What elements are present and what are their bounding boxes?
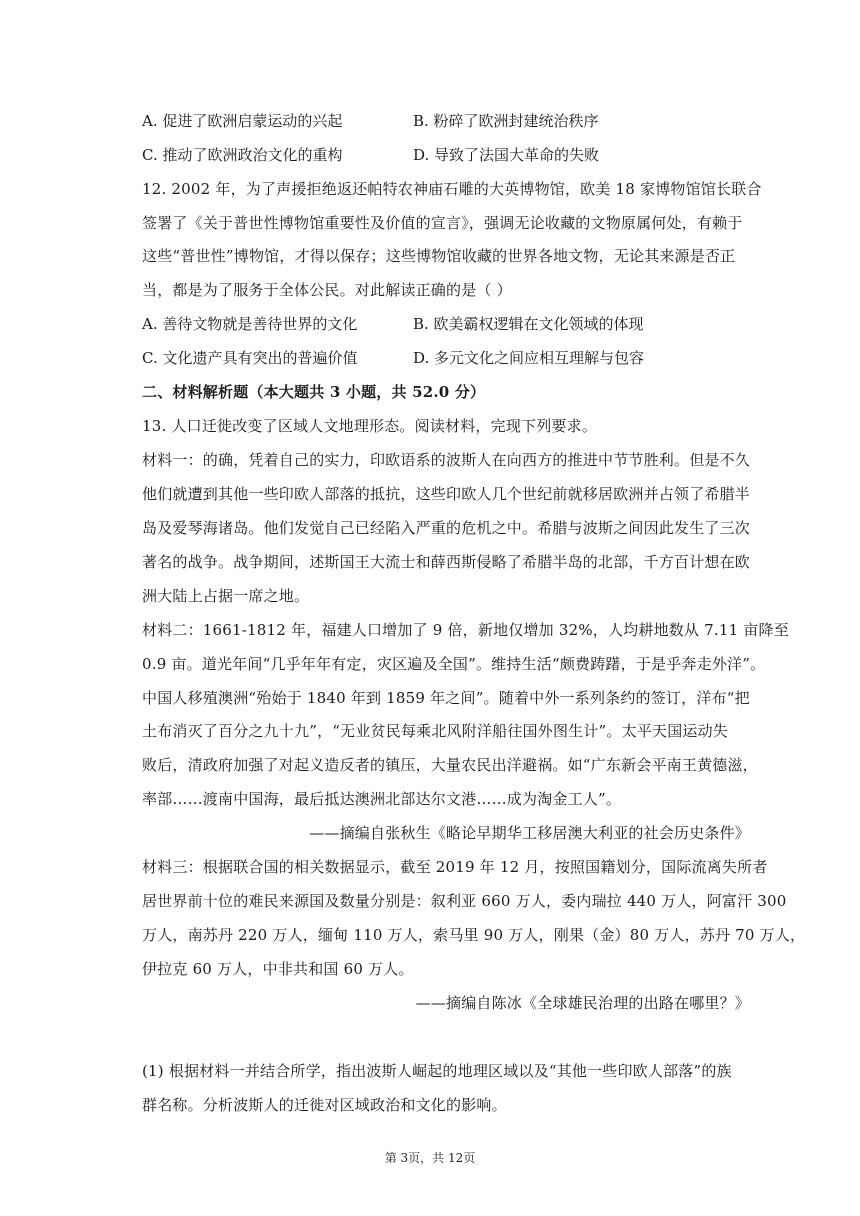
page-footer: 第 3页，共 12页 xyxy=(384,1151,476,1165)
material3-line: 材料三：根据联合国的相关数据显示，截至 2019 年 12 月，按照国籍划分，国际流离失所者 xyxy=(142,858,768,876)
q13-intro: 13. 人口迁徙改变了区域人文地理形态。阅读材料，完现下列要求。 xyxy=(142,417,598,435)
material2-line: 材料二：1661-1812 年，福建人口增加了 9 倍，新地仅增加 32%，人均耕地数从 7.11 亩降至 xyxy=(142,621,789,639)
material1-line: 洲大陆上占据一席之地。 xyxy=(142,587,310,605)
material3-line: 居世界前十位的难民来源国及数量分别是：叙利亚 660 万人，委内瑞拉 440 万人，阿富汗 300 xyxy=(142,892,787,910)
q12-option-c: C. 文化遗产具有突出的普遍价值 xyxy=(142,349,358,367)
sub-question-1: 群名称。分析波斯人的迁徙对区域政治和文化的影响。 xyxy=(142,1096,507,1114)
section-heading: 二、材料解析题（本大题共 3 小题，共 52.0 分） xyxy=(142,383,486,401)
q12-option-b: B. 欧美霸权逻辑在文化领域的体现 xyxy=(413,315,644,333)
q12-line: 12. 2002 年，为了声援拒绝返还帕特农神庙石雕的大英博物馆，欧美 18 家博物馆馆长联合 xyxy=(142,180,762,198)
q11-option-c: C. 推动了欧洲政治文化的重构 xyxy=(142,146,343,164)
material2-line: 率部……渡南中国海，最后抵达澳洲北部达尔文港……成为淘金工人”。 xyxy=(142,790,622,808)
material2-line: 土布消灭了百分之九十九”，“无业贫民每乘北风附洋船往国外图生计”。太平天国运动失 xyxy=(142,722,729,740)
material1-line: 材料一：的确，凭着自己的实力，印欧语系的波斯人在向西方的推进中节节胜利。但是不久 xyxy=(142,451,751,469)
material3-line: 万人，南苏丹 220 万人，缅甸 110 万人，索马里 90 万人，刚果（金）80 万人，苏丹 70 万人， xyxy=(142,926,806,944)
material1-line: 岛及爱琴海诸岛。他们发觉自己已经陷入严重的危机之中。希腊与波斯之间因此发生了三次 xyxy=(142,519,751,537)
q11-option-b: B. 粉碎了欧洲封建统治秩序 xyxy=(413,112,599,130)
q12-line: 签署了《关于普世性博物馆重要性及价值的宣言》，强调无论收藏的文物原属何处，有赖于 xyxy=(142,214,743,232)
material2-source: ——摘编自张秋生《略论早期华工移居澳大利亚的社会历史条件》 xyxy=(309,824,750,842)
sub-question-1: (1) 根据材料一并结合所学，指出波斯人崛起的地理区域以及“其他一些印欧人部落”的族 xyxy=(142,1062,732,1080)
q12-option-a: A. 善待文物就是善待世界的文化 xyxy=(142,315,358,333)
material2-line: 中国人移殖澳洲“殆始于 1840 年到 1859 年之间”。随着中外一系列条约的签订，洋布“把 xyxy=(142,689,750,707)
q12-line: 当，都是为了服务于全体公民。对此解读正确的是（ ） xyxy=(142,281,512,299)
q11-option-a: A. 促进了欧洲启蒙运动的兴起 xyxy=(142,112,343,130)
material1-line: 著名的战争。战争期间，述斯国王大流士和薛西斯侵略了希腊半岛的北部，千方百计想在欧 xyxy=(142,553,751,571)
q12-option-d: D. 多元文化之间应相互理解与包容 xyxy=(413,349,645,367)
material3-line: 伊拉克 60 万人，中非共和国 60 万人。 xyxy=(142,960,414,978)
q12-line: 这些“普世性”博物馆，才得以保存；这些博物馆收藏的世界各地文物，无论其来源是否正 xyxy=(142,247,736,265)
material2-line: 0.9 亩。道光年间“几乎年年有定，灾区遍及全国”。维持生活“颇费踌躇，于是乎奔走外洋”。 xyxy=(142,655,766,673)
material1-line: 他们就遭到其他一些印欧人部落的抵抗，这些印欧人几个世纪前就移居欧洲并占领了希腊半 xyxy=(142,485,751,503)
q11-option-d: D. 导致了法国大革命的失败 xyxy=(413,146,600,164)
material3-source: ——摘编自陈冰《全球雄民治理的出路在哪里？》 xyxy=(415,994,750,1012)
material2-line: 败后，清政府加强了对起义造反者的镇压，大量农民出洋避祸。如“广东新会平南王黄德滋， xyxy=(142,756,758,774)
